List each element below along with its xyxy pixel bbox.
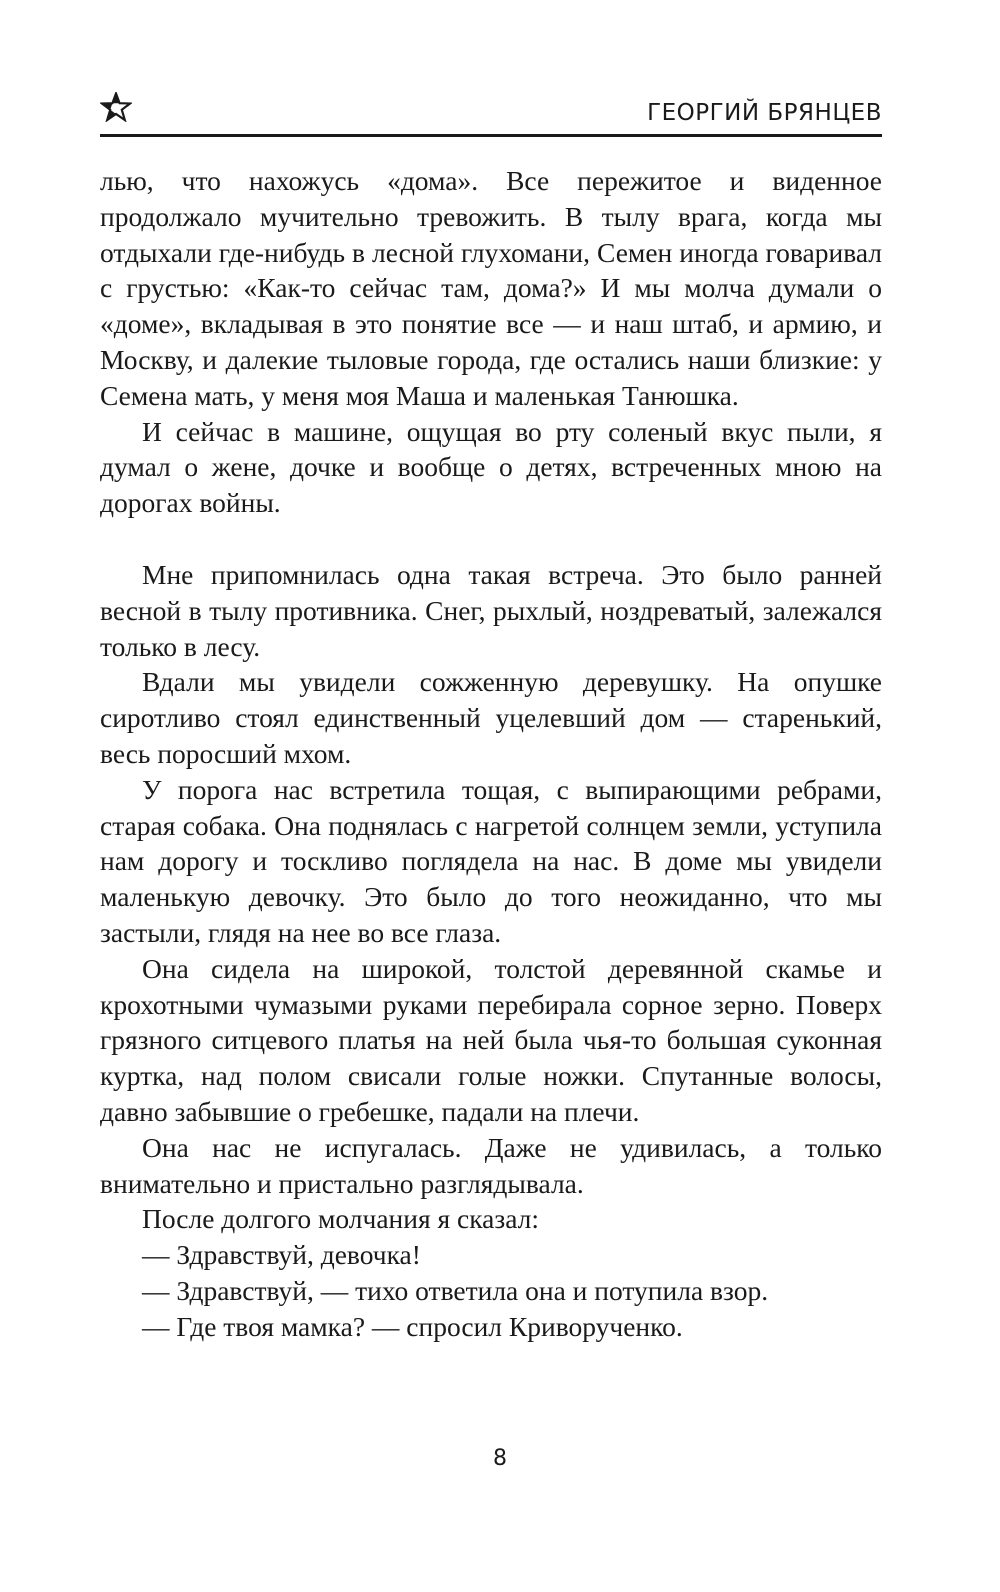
paragraph: У порога нас встретила тощая, с выпирающими ребрами, старая собака. Она поднялась с нагретой солнцем земли, уступила нам дорогу и тоскливо поглядела на нас. В доме мы увидели маленькую девочку. Это было до того неожиданно, что мы застыли, глядя на нее во все глаза. xyxy=(100,773,882,948)
paragraph: Мне припомнилась одна такая встреча. Это было ранней весной в тылу противника. Снег, рыхлый, ноздреватый, залежался только в лесу. xyxy=(100,558,882,662)
header-rule xyxy=(100,134,882,137)
body-text xyxy=(100,163,882,1345)
paragraph: Вдали мы увидели сожженную деревушку. На опушке сиротливо стоял единственный уцелевший дом — старенький, весь поросший мхом. xyxy=(100,666,882,769)
dialogue-line: — Где твоя мамка? — спросил Криворученко. xyxy=(142,1310,683,1342)
running-header xyxy=(100,88,882,130)
section-break xyxy=(100,521,882,557)
dialogue-line: — Здравствуй, — тихо ответила она и потупила взор. xyxy=(142,1274,769,1306)
dialogue-line: — Здравствуй, девочка! xyxy=(142,1239,421,1271)
paragraph: Она нас не испугалась. Даже не удивилась, а только внимательно и пристально разглядывала. xyxy=(100,1131,882,1199)
author-name: ГЕОРГИЙ БРЯНЦЕВ xyxy=(647,100,882,126)
paragraph: Она сидела на широкой, толстой деревянной скамье и крохотными чумазыми руками перебирала сорное зерно. Поверх грязного ситцевого платья на ней была чья-то большая суконная куртка, над полом свисали голые ножки. Спутанные волосы, давно забывшие о гребешке, падали на плечи. xyxy=(100,952,882,1127)
page-number: 8 xyxy=(493,1446,507,1471)
paragraph: После долгого молчания я сказал: xyxy=(142,1203,540,1235)
paragraph: лью, что нахожусь «дома». Все пережитое и виденное продолжало мучительно тревожить. В тылу врага, когда мы отдыхали где-нибудь в лесной глухомани, Семен иногда говаривал с грустью: «Как-то сейчас там, дома?» И мы молча думали о «доме», вкладывая в это понятие все — и наш штаб, и армию, и Москву, и далекие тыловые города, где остались наши близкие: у Семена мать, у меня моя Маша и маленькая Танюшка. xyxy=(100,165,882,411)
paragraph: И сейчас в машине, ощущая во рту соленый вкус пыли, я думал о жене, дочке и вообще о детях, встреченных мною на дорогах войны. xyxy=(100,415,882,519)
star-icon xyxy=(100,92,132,122)
